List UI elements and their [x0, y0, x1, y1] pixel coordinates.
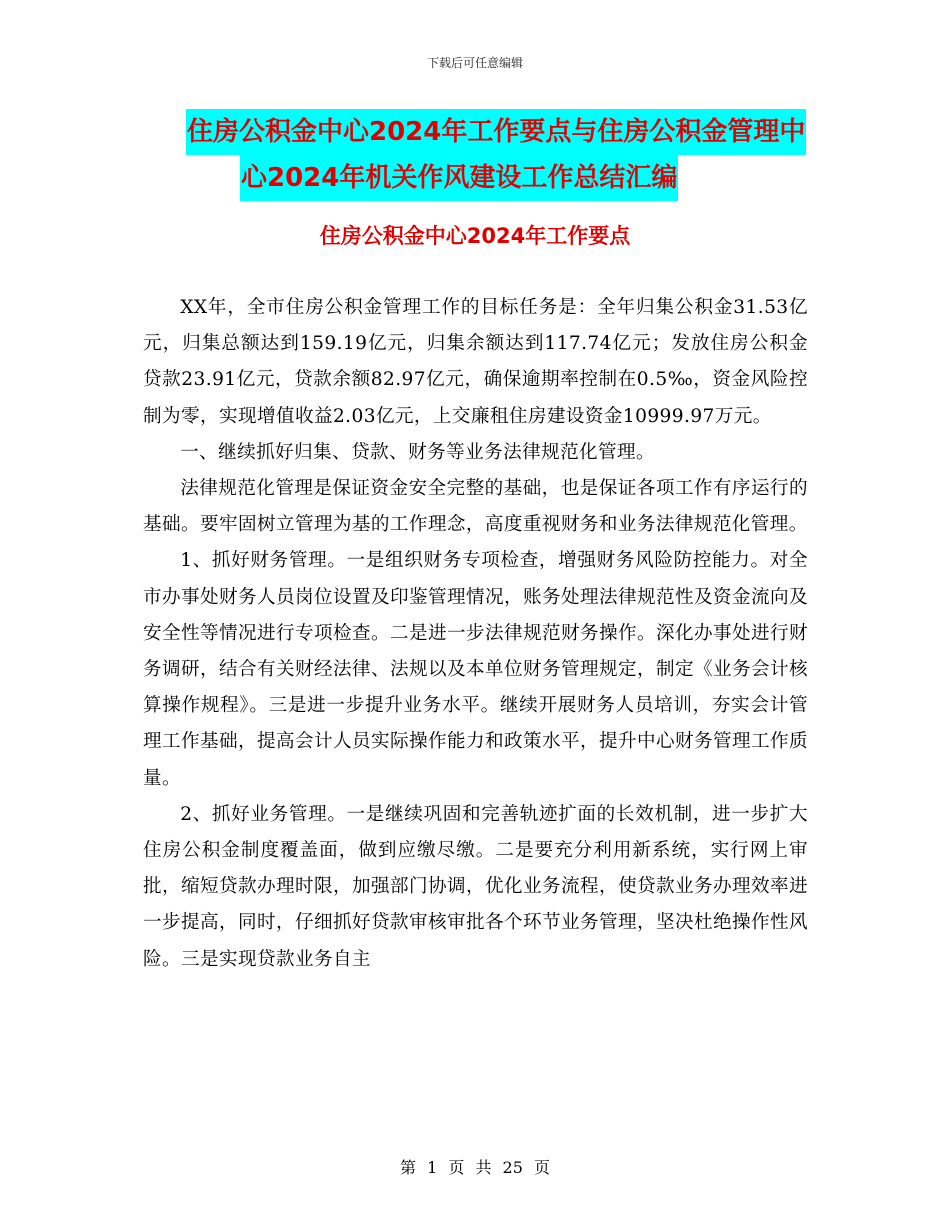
paragraph: 2、抓好业务管理。一是继续巩固和完善轨迹扩面的长效机制，进一步扩大住房公积金制度覆盖面，做到应缴尽缴。二是要充分利用新系统，实行网上审批，缩短贷款办理时限，加强部门协调，优化业务流程，使贷款业务办理效率进一步提高，同时，仔细抓好贷款审核审批各个环节业务管理，坚决杜绝操作性风险。三是实现贷款业务自主	[143, 803, 808, 970]
document-title-line-1: 住房公积金中心2024年工作要点与住房公积金管理中	[186, 109, 806, 155]
section-title: 住房公积金中心2024年工作要点	[319, 224, 631, 248]
paragraph: XX年，全市住房公积金管理工作的目标任务是：全年归集公积金31.53亿元，归集总额达到159.19亿元，归集余额达到117.74亿元；发放住房公积金贷款23.91亿元，贷款余额82.97亿元，确保逾期率控制在0.5‰，资金风险控制为零，实现增值收益2.03亿元，上交廉租住房建设资金10999.97万元。	[143, 297, 808, 427]
document-title-line-2: 心2024年机关作风建设工作总结汇编	[240, 155, 678, 201]
paragraph: 一、继续抓好归集、贷款、财务等业务法律规范化管理。	[180, 441, 656, 463]
body-text	[143, 290, 808, 978]
paragraph: 1、抓好财务管理。一是组织财务专项检查，增强财务风险防控能力。对全市办事处财务人员岗位设置及印鉴管理情况，账务处理法律规范性及资金流向及安全性等情况进行专项检查。二是进一步法律规范财务操作。深化办事处进行财务调研，结合有关财经法律、法规以及本单位财务管理规定，制定《业务会计核算操作规程》。三是进一步提升业务水平。继续开展财务人员培训，夯实会计管理工作基础，提高会计人员实际操作能力和政策水平，提升中心财务管理工作质量。	[143, 550, 808, 789]
page-footer: 第 1 页 共 25 页	[400, 1158, 550, 1177]
document-title	[150, 109, 830, 201]
header-note: 下载后可任意编辑	[426, 56, 523, 70]
paragraph: 法律规范化管理是保证资金安全完整的基础，也是保证各项工作有序运行的基础。要牢固树立管理为基的工作理念，高度重视财务和业务法律规范化管理。	[143, 478, 808, 536]
